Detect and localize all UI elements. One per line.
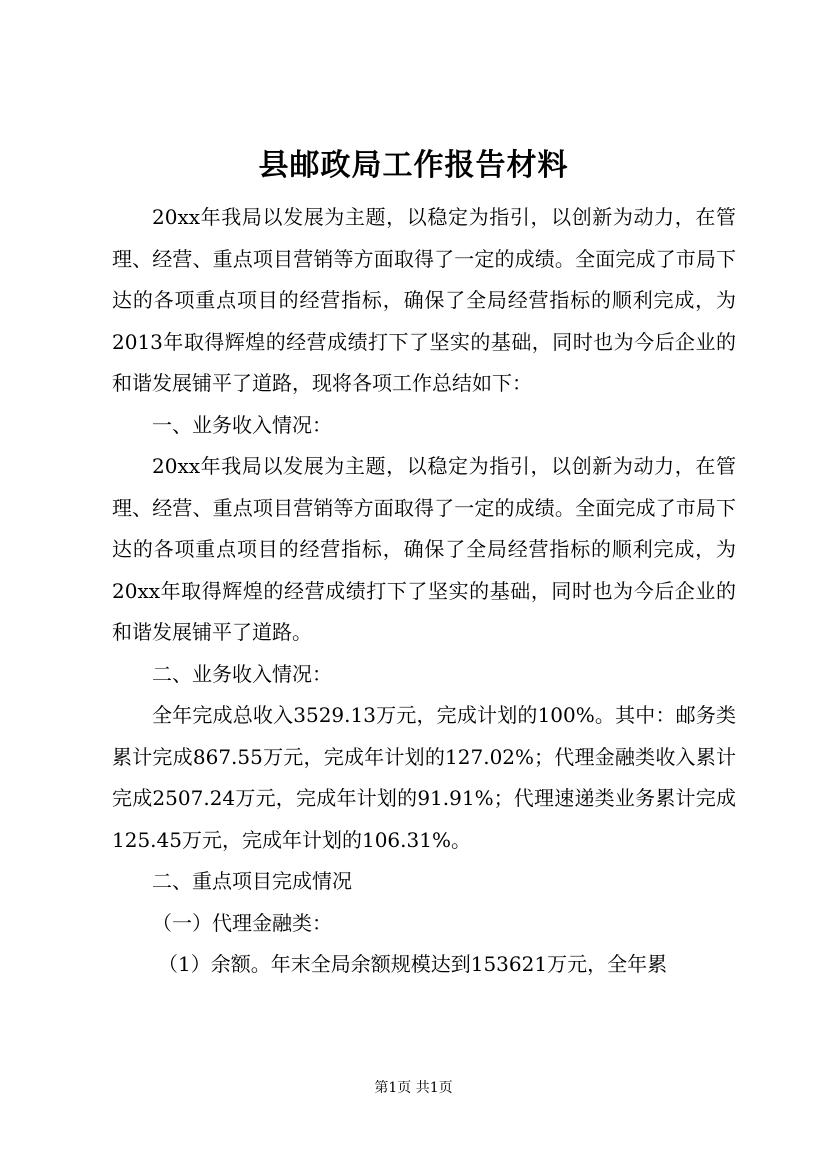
section-heading-1: 一、业务收入情况： (152, 412, 332, 437)
paragraph-intro: 20xx年我局以发展为主题，以稳定为指引，以创新为动力，在管理、经营、重点项目营销等方面取得了一定的成绩。全面完成了市局下达的各项重点项目的经营指标，确保了全局经营指标的顺利完成，为2013年取得辉煌的经营成绩打下了坚实的基础，同时也为今后企业的和谐发展铺平了道路，现将各项工作总结如下： (112, 205, 736, 395)
document-body (112, 197, 736, 986)
page-footer: 第1页 共1页 (374, 1080, 453, 1096)
paragraph-revenue: 全年完成总收入3529.13万元，完成计划的100%。其中：邮务类累计完成867.55万元，完成年计划的127.02%；代理金融类收入累计完成2507.24万元，完成年计划的91.91%；代理速递类业务累计完成125.45万元，完成年计划的106.31%。 (112, 703, 736, 852)
list-item-balance: （1）余额。年末全局余额规模达到153621万元，全年累 (158, 952, 668, 976)
paragraph-section-1: 20xx年我局以发展为主题，以稳定为指引，以创新为动力，在管理、经营、重点项目营销等方面取得了一定的成绩。全面完成了市局下达的各项重点项目的经营指标，确保了全局经营指标的顺利完成，为20xx年取得辉煌的经营成绩打下了坚实的基础，同时也为今后企业的和谐发展铺平了道路。 (112, 454, 736, 644)
subsection-heading-finance: （一）代理金融类： (152, 910, 332, 935)
section-heading-3: 二、重点项目完成情况 (152, 869, 352, 893)
document-title: 县邮政局工作报告材料 (258, 148, 569, 183)
section-heading-2: 二、业务收入情况： (152, 661, 332, 686)
